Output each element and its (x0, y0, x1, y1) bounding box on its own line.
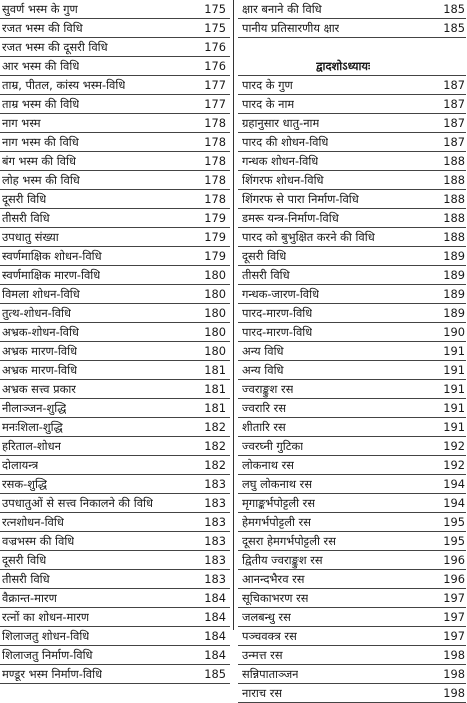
index-entry (0, 494, 230, 513)
entry-page-number: 178 (204, 116, 226, 130)
entry-title: शिलाजतु शोधन-विधि (2, 629, 90, 643)
entry-page-number: 178 (204, 173, 226, 187)
index-entry (238, 266, 466, 285)
entry-title: रजत भस्म की विधि (2, 21, 83, 35)
index-entry (238, 133, 466, 152)
entry-page-number: 175 (204, 21, 226, 35)
entry-page-number: 197 (443, 610, 465, 624)
index-entry (0, 380, 230, 399)
entry-page-number: 185 (204, 667, 226, 681)
index-entry (238, 608, 466, 627)
entry-title: अभ्रक-शोधन-विधि (2, 325, 79, 339)
index-entry (0, 76, 230, 95)
index-entry (238, 437, 466, 456)
entry-page-number: 184 (204, 648, 226, 662)
entry-title: शिंगरफ से पारा निर्माण-विधि (242, 192, 359, 206)
entry-page-number: 179 (204, 249, 226, 263)
entry-title: आर भस्म की विधि (2, 59, 80, 73)
index-entry (0, 171, 230, 190)
entry-title: शिंगरफ शोधन-विधि (242, 173, 324, 187)
entry-title: सुवर्ण भस्म के गुण (2, 2, 78, 16)
index-entry (0, 304, 230, 323)
entry-page-number: 182 (204, 420, 226, 434)
entry-title: पारद-मारण-विधि (242, 306, 313, 320)
entry-page-number: 194 (443, 477, 465, 491)
entry-title: दूसरा हेमगर्भपोट्टली रस (242, 534, 336, 548)
index-entry (0, 209, 230, 228)
index-entry (238, 95, 466, 114)
index-entry (0, 247, 230, 266)
index-entry (238, 361, 466, 380)
index-entry (238, 76, 466, 95)
entry-page-number: 192 (443, 439, 465, 453)
index-entry (238, 171, 466, 190)
index-entry (0, 665, 230, 684)
entry-title: नाराच रस (242, 686, 283, 700)
entry-title: ताम्र, पीतल, कांस्य भस्म-विधि (2, 78, 126, 92)
index-entry (238, 152, 466, 171)
entry-title: तुत्थ-शोधन-विधि (2, 306, 72, 320)
entry-title: पानीय प्रतिसारणीय क्षार (242, 21, 340, 35)
entry-title: क्षार बनाने की विधि (242, 2, 322, 16)
index-entry (0, 608, 230, 627)
entry-title: पारद के नाम (242, 97, 295, 111)
entry-page-number: 178 (204, 154, 226, 168)
entry-page-number: 177 (204, 97, 226, 111)
chapter-heading: द्वादशोऽध्यायः (316, 59, 371, 73)
entry-title: द्वितीय ज्वराङ्कुश रस (242, 553, 323, 567)
entry-page-number: 195 (443, 534, 465, 548)
index-entry (238, 399, 466, 418)
index-entry (238, 684, 466, 703)
index-entry (0, 266, 230, 285)
entry-title: लघु लोकनाथ रस (242, 477, 313, 491)
entry-title: आनन्दभैरव रस (242, 572, 305, 586)
entry-page-number: 188 (443, 230, 465, 244)
entry-title: अन्य विधि (242, 344, 284, 358)
index-entry (238, 494, 466, 513)
entry-page-number: 189 (443, 268, 465, 282)
entry-title: पारद-मारण-विधि (242, 325, 313, 339)
entry-title: अभ्रक सत्त्व प्रकार (2, 382, 76, 396)
entry-page-number: 175 (204, 2, 226, 16)
entry-page-number: 184 (204, 591, 226, 605)
index-entry (0, 361, 230, 380)
entry-page-number: 187 (443, 135, 465, 149)
entry-page-number: 188 (443, 173, 465, 187)
index-entry (238, 285, 466, 304)
entry-title: मनःशिला-शुद्धि (2, 420, 63, 434)
entry-page-number: 176 (204, 40, 226, 54)
index-entry (0, 114, 230, 133)
entry-page-number: 180 (204, 325, 226, 339)
entry-page-number: 188 (443, 154, 465, 168)
entry-page-number: 183 (204, 534, 226, 548)
index-entry (0, 323, 230, 342)
entry-title: स्वर्णमाक्षिक मारण-विधि (2, 268, 101, 282)
entry-title: ज्वराङ्कुश रस (242, 382, 294, 396)
entry-page-number: 182 (204, 458, 226, 472)
entry-title: विमला शोधन-विधि (2, 287, 80, 301)
entry-page-number: 177 (204, 78, 226, 92)
right-column (238, 0, 466, 703)
index-entry (0, 228, 230, 247)
entry-page-number: 191 (443, 363, 465, 377)
index-entry (0, 285, 230, 304)
entry-title: तीसरी विधि (242, 268, 290, 282)
entry-page-number: 188 (443, 192, 465, 206)
entry-title: सूचिकाभरण रस (242, 591, 309, 605)
entry-title: दूसरी विधि (242, 249, 287, 263)
entry-page-number: 180 (204, 287, 226, 301)
index-entry (238, 247, 466, 266)
index-entry (238, 665, 466, 684)
index-entry (238, 589, 466, 608)
entry-page-number: 179 (204, 230, 226, 244)
index-entry (238, 19, 466, 38)
index-entry (238, 646, 466, 665)
entry-title: ज्वरारि रस (242, 401, 287, 415)
index-entry (238, 456, 466, 475)
entry-page-number: 183 (204, 496, 226, 510)
entry-title: स्वर्णमाक्षिक शोधन-विधि (2, 249, 102, 263)
entry-page-number: 181 (204, 382, 226, 396)
entry-page-number: 187 (443, 97, 465, 111)
index-entry (0, 570, 230, 589)
column-divider (233, 0, 234, 630)
entry-title: रसक-शुद्धि (2, 477, 48, 491)
entry-title: मण्डूर भस्म निर्माण-विधि (2, 667, 103, 681)
entry-page-number: 198 (443, 667, 465, 681)
entry-title: हरिताल-शोधन (2, 439, 61, 453)
index-entry (238, 513, 466, 532)
blank-line (238, 38, 466, 57)
entry-page-number: 178 (204, 135, 226, 149)
entry-title: उपधातुओं से सत्त्व निकालने की विधि (2, 496, 153, 510)
index-entry (0, 551, 230, 570)
entry-page-number: 180 (204, 306, 226, 320)
index-entry (0, 342, 230, 361)
entry-title: ग्रहानुसार धातु-नाम (242, 116, 320, 130)
entry-page-number: 188 (443, 211, 465, 225)
entry-page-number: 182 (204, 439, 226, 453)
index-entry (238, 323, 466, 342)
entry-title: दूसरी विधि (2, 553, 47, 567)
entry-page-number: 187 (443, 116, 465, 130)
index-entry (238, 228, 466, 247)
index-entry (0, 133, 230, 152)
entry-page-number: 198 (443, 648, 465, 662)
entry-title: वज्रभस्म की विधि (2, 534, 75, 548)
entry-page-number: 197 (443, 629, 465, 643)
index-entry (0, 95, 230, 114)
entry-title: रत्नों का शोधन-मारण (2, 610, 90, 624)
entry-title: गन्धक शोधन-विधि (242, 154, 319, 168)
index-entry (0, 152, 230, 171)
entry-title: पारद को बुभुक्षित करने की विधि (242, 230, 375, 244)
entry-title: वैक्रान्त-मारण (2, 591, 57, 605)
entry-page-number: 185 (443, 21, 465, 35)
index-entry (0, 19, 230, 38)
entry-page-number: 189 (443, 249, 465, 263)
index-entry (238, 418, 466, 437)
entry-title: ज्वरघ्नी गुटिका (242, 439, 304, 453)
entry-title: दूसरी विधि (2, 192, 47, 206)
entry-page-number: 180 (204, 344, 226, 358)
entry-page-number: 189 (443, 306, 465, 320)
entry-title: रजत भस्म की दूसरी विधि (2, 40, 108, 54)
entry-page-number: 189 (443, 287, 465, 301)
entry-title: लोह भस्म की विधि (2, 173, 80, 187)
index-entry (238, 304, 466, 323)
index-entry (0, 399, 230, 418)
entry-page-number: 179 (204, 211, 226, 225)
entry-title: पञ्चवक्त्र रस (242, 629, 297, 643)
entry-page-number: 190 (443, 325, 465, 339)
entry-title: नाग भस्म (2, 116, 41, 130)
entry-page-number: 184 (204, 610, 226, 624)
entry-title: गन्धक-जारण-विधि (242, 287, 320, 301)
entry-page-number: 178 (204, 192, 226, 206)
entry-title: सन्निपाताञ्जन (242, 667, 299, 681)
entry-title: शिलाजतु निर्माण-विधि (2, 648, 93, 662)
left-column (0, 0, 230, 684)
entry-title: उन्मत्त रस (242, 648, 283, 662)
entry-page-number: 191 (443, 382, 465, 396)
entry-page-number: 196 (443, 553, 465, 567)
index-entry (0, 0, 230, 19)
entry-title: तीसरी विधि (2, 572, 50, 586)
entry-page-number: 187 (443, 78, 465, 92)
index-entry (238, 475, 466, 494)
entry-title: जलबन्धु रस (242, 610, 291, 624)
entry-page-number: 198 (443, 686, 465, 700)
entry-title: हेमगर्भपोट्टली रस (242, 515, 311, 529)
index-entry (238, 551, 466, 570)
index-entry (238, 570, 466, 589)
entry-page-number: 192 (443, 458, 465, 472)
index-entry (0, 57, 230, 76)
entry-title: पारद के गुण (242, 78, 293, 92)
entry-title: उपधातु संख्या (2, 230, 59, 244)
index-entry (0, 513, 230, 532)
index-entry (238, 114, 466, 133)
entry-page-number: 180 (204, 268, 226, 282)
index-entry (238, 190, 466, 209)
entry-page-number: 183 (204, 572, 226, 586)
entry-title: बंग भस्म की विधि (2, 154, 76, 168)
entry-page-number: 194 (443, 496, 465, 510)
index-entry (0, 646, 230, 665)
entry-title: अन्य विधि (242, 363, 284, 377)
entry-title: लोकनाथ रस (242, 458, 294, 472)
index-entry (238, 380, 466, 399)
entry-page-number: 195 (443, 515, 465, 529)
entry-title: मृगाङ्कर्भपोट्टली रस (242, 496, 316, 510)
entry-page-number: 183 (204, 553, 226, 567)
index-entry (238, 342, 466, 361)
index-entry (0, 437, 230, 456)
entry-page-number: 181 (204, 363, 226, 377)
entry-title: नीलाञ्जन-शुद्धि (2, 401, 67, 415)
index-entry (0, 38, 230, 57)
index-entry (0, 475, 230, 494)
chapter-heading-row (238, 57, 466, 76)
entry-page-number: 191 (443, 420, 465, 434)
entry-title: पारद की शोधन-विधि (242, 135, 329, 149)
index-entry (238, 209, 466, 228)
entry-page-number: 181 (204, 401, 226, 415)
entry-page-number: 183 (204, 477, 226, 491)
entry-title: अभ्रक मारण-विधि (2, 344, 78, 358)
index-entry (0, 418, 230, 437)
index-entry (238, 532, 466, 551)
entry-page-number: 197 (443, 591, 465, 605)
entry-title: ताम्र भस्म की विधि (2, 97, 80, 111)
entry-title: नाग भस्म की विधि (2, 135, 79, 149)
entry-title: अभ्रक मारण-विधि (2, 363, 78, 377)
entry-page-number: 196 (443, 572, 465, 586)
entry-page-number: 184 (204, 629, 226, 643)
index-entry (0, 190, 230, 209)
index-entry (0, 456, 230, 475)
entry-title: शीतारि रस (242, 420, 286, 434)
entry-title: डमरू यन्त्र-निर्माण-विधि (242, 211, 339, 225)
entry-title: रत्नशोधन-विधि (2, 515, 64, 529)
entry-title: दोलायन्त्र (2, 458, 39, 472)
entry-title: तीसरी विधि (2, 211, 50, 225)
entry-page-number: 191 (443, 401, 465, 415)
index-entry (0, 589, 230, 608)
index-entry (0, 532, 230, 551)
entry-page-number: 176 (204, 59, 226, 73)
entry-page-number: 191 (443, 344, 465, 358)
entry-page-number: 183 (204, 515, 226, 529)
index-entry (238, 0, 466, 19)
entry-page-number: 185 (443, 2, 465, 16)
